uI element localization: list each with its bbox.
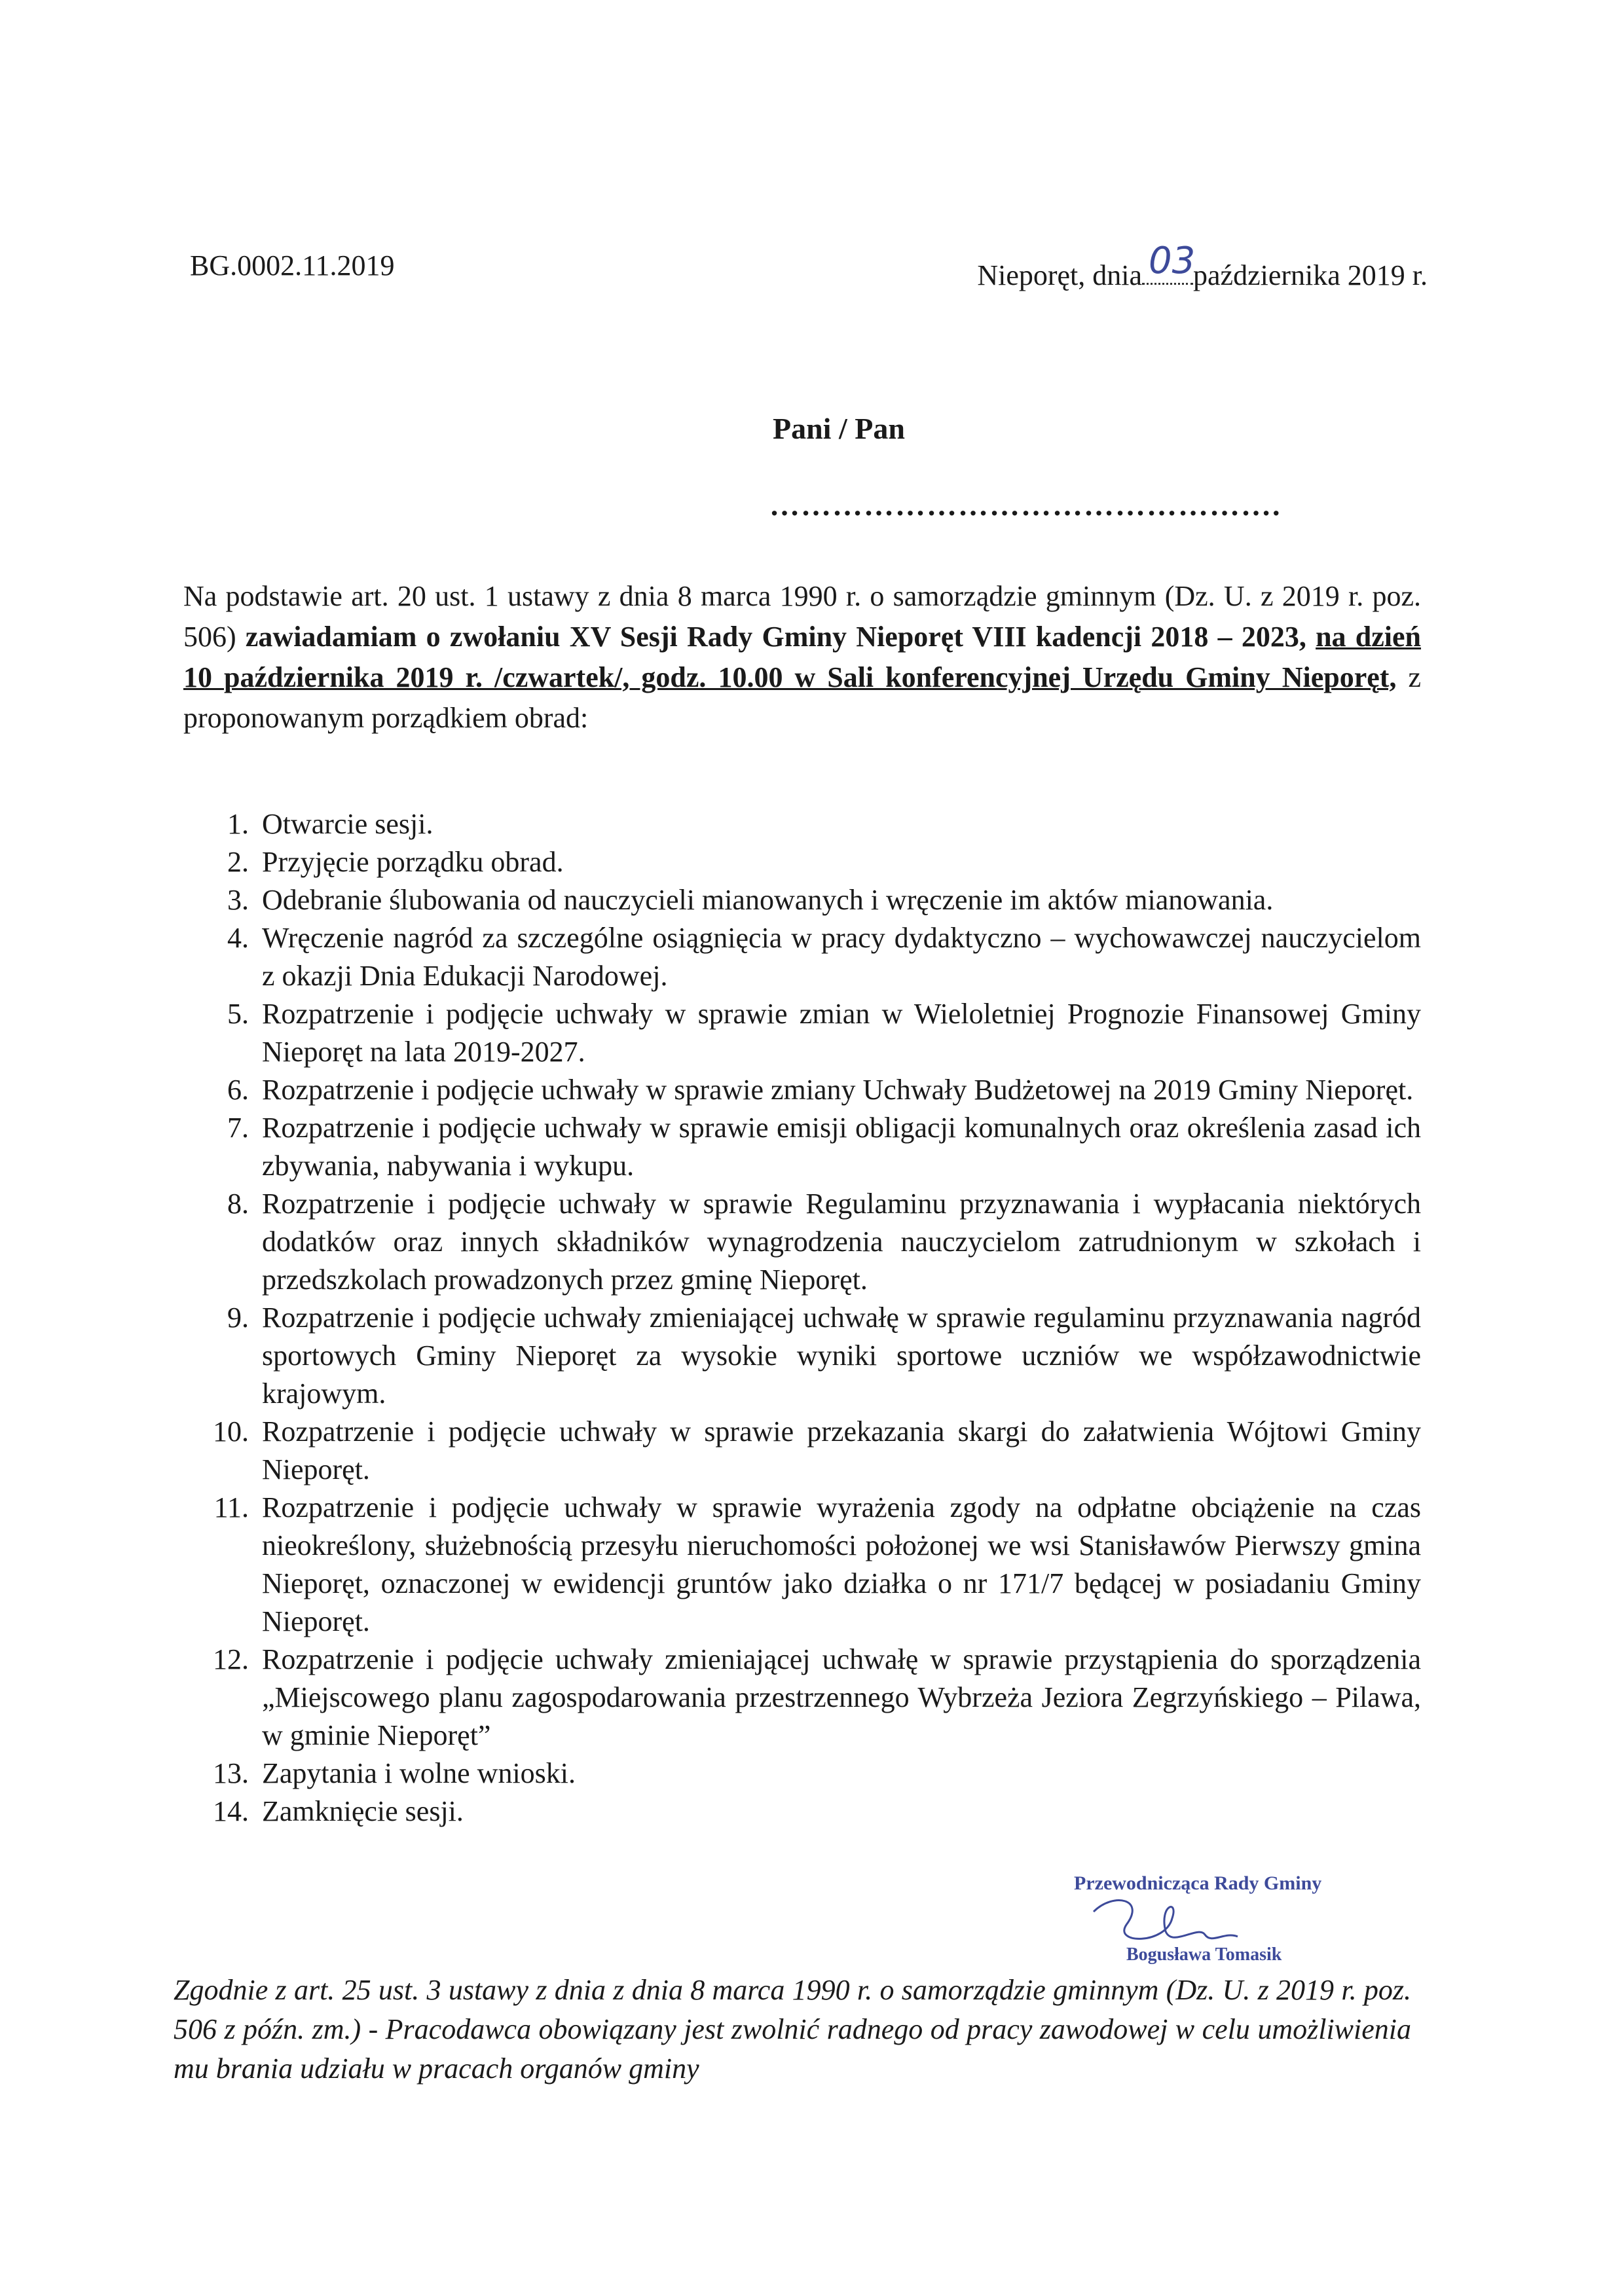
agenda-item-text: Wręczenie nagród za szczególne osiągnięcia w pracy dydaktyczno – wychowawczej nauczycielom z okazji Dnia Edukacji Narodowej. <box>262 922 1421 992</box>
agenda-item <box>196 1413 1421 1489</box>
agenda-item-text: Odebranie ślubowania od nauczycieli mianowanych i wręczenie im aktów mianowania. <box>262 884 1274 916</box>
agenda-item <box>196 1793 1421 1831</box>
agenda-item-number: 14. <box>213 1795 249 1827</box>
intro-paragraph <box>183 576 1421 738</box>
agenda-item <box>196 1489 1421 1641</box>
agenda-item-number: 5. <box>227 998 249 1030</box>
day-field <box>1142 240 1196 285</box>
agenda-item-text: Otwarcie sesji. <box>262 808 434 840</box>
agenda-item-text: Rozpatrzenie i podjęcie uchwały w sprawie Regulaminu przyznawania i wypłacania niektórych dodatków oraz innych składników wynagrodzenia nauczycielom zatrudnionym w szkołach i przedszkolach prowadzonych przez gminę Nieporęt. <box>262 1188 1421 1296</box>
legal-footnote: Zgodnie z art. 25 ust. 3 ustawy z dnia z dnia 8 marca 1990 r. o samorządzie gminnym (Dz. U. z 2019 r. poz. 506 z późn. zm.) - Pracodawca obowiązany jest zwolnić radnego od pracy zawodowej w celu umożliwienia mu brania udziału w pracach organów gminy <box>174 1974 1411 2085</box>
intro-text-bold-underlined: na dzień 10 października 2019 r. /czwartek/, godz. 10.00 w Sali konferencyjnej Urzędu Gminy Nieporęt, <box>183 621 1422 693</box>
agenda-item <box>196 1071 1421 1109</box>
agenda-item-text: Rozpatrzenie i podjęcie uchwały w sprawie wyrażenia zgody na odpłatne obciążenie na czas nieokreślony, służebnością przesyłu nieruchomości położonej we wsi Stanisławów Pierwszy gmina Nieporęt, oznaczonej w ewidencji gruntów jako działka o nr 171/7 będącej w posiadaniu Gminy Nieporęt. <box>262 1491 1421 1637</box>
agenda-item <box>196 805 1421 843</box>
handwritten-day: 03 <box>1149 240 1196 282</box>
agenda-item <box>196 1109 1421 1185</box>
agenda-item <box>196 1641 1421 1755</box>
agenda-item <box>196 843 1421 881</box>
agenda-item-text: Zapytania i wolne wnioski. <box>262 1757 576 1789</box>
place-suffix: października 2019 r. <box>1193 259 1428 291</box>
agenda-item-text: Rozpatrzenie i podjęcie uchwały zmieniającej uchwałę w sprawie przystąpienia do sporządzenia „Miejscowego planu zagospodarowania przestrzennego Wybrzeża Jeziora Zegrzyńskiego – Pilawa, w gminie Nieporęt” <box>262 1643 1421 1751</box>
intro-text-2: z proponowanym porządkiem obrad: <box>183 661 1421 734</box>
reference-number: BG.0002.11.2019 <box>190 249 395 282</box>
agenda-item-text: Zamknięcie sesji. <box>262 1795 464 1827</box>
agenda-list <box>196 805 1421 1831</box>
agenda-item <box>196 1755 1421 1793</box>
agenda-item-number: 6. <box>227 1074 249 1106</box>
agenda-item-number: 3. <box>227 884 249 916</box>
agenda-item <box>196 881 1421 919</box>
signature-title: Przewodnicząca Rady Gminy <box>1074 1872 1322 1894</box>
agenda-item-text: Rozpatrzenie i podjęcie uchwały w sprawie przekazania skargi do załatwienia Wójtowi Gminy Nieporęt. <box>262 1415 1421 1485</box>
agenda-item-number: 7. <box>227 1112 249 1144</box>
intro-text-1: Na podstawie art. 20 ust. 1 ustawy z dnia 8 marca 1990 r. o samorządzie gminnym (Dz. U. z 2019 r. poz. 506) <box>183 580 1421 653</box>
agenda-item-number: 11. <box>213 1491 249 1523</box>
agenda-item <box>196 995 1421 1071</box>
agenda-item-number: 9. <box>227 1302 249 1334</box>
agenda-item <box>196 1185 1421 1299</box>
agenda-item-number: 8. <box>227 1188 249 1220</box>
agenda-item-number: 12. <box>213 1643 249 1675</box>
agenda-item-number: 10. <box>213 1415 249 1448</box>
agenda-item-number: 2. <box>227 846 249 878</box>
agenda-item-text: Rozpatrzenie i podjęcie uchwały w sprawie zmiany Uchwały Budżetowej na 2019 Gminy Nieporęt. <box>262 1074 1414 1106</box>
intro-text-bold: zawiadamiam o zwołaniu XV Sesji Rady Gminy Nieporęt VIII kadencji 2018 – 2023, <box>245 621 1316 653</box>
agenda-item-text: Rozpatrzenie i podjęcie uchwały w sprawie zmian w Wieloletniej Prognozie Finansowej Gminy Nieporęt na lata 2019-2027. <box>262 998 1421 1068</box>
agenda-item <box>196 1299 1421 1413</box>
place-prefix: Nieporęt, dnia <box>977 259 1143 291</box>
signature-stamp <box>1074 1872 1349 1977</box>
agenda-item-text: Rozpatrzenie i podjęcie uchwały w sprawie emisji obligacji komunalnych oraz określenia zasad ich zbywania, nabywania i wykupu. <box>262 1112 1421 1182</box>
agenda-item-number: 13. <box>213 1757 249 1789</box>
agenda-item-text: Rozpatrzenie i podjęcie uchwały zmieniającej uchwałę w sprawie regulaminu przyznawania nagród sportowych Gminy Nieporęt za wysokie wyniki sportowe uczniów we współzawodnictwie krajowym. <box>262 1302 1421 1410</box>
addressee-salutation: Pani / Pan <box>773 412 905 445</box>
addressee-dotted-line: …………………………………………. <box>769 488 1282 522</box>
place-and-date <box>977 240 1428 292</box>
agenda-item <box>196 919 1421 995</box>
agenda-item-text: Przyjęcie porządku obrad. <box>262 846 564 878</box>
agenda-item-number: 1. <box>227 808 249 840</box>
signature-name: Bogusława Tomasik <box>1126 1944 1282 1965</box>
agenda-item-number: 4. <box>227 922 249 954</box>
